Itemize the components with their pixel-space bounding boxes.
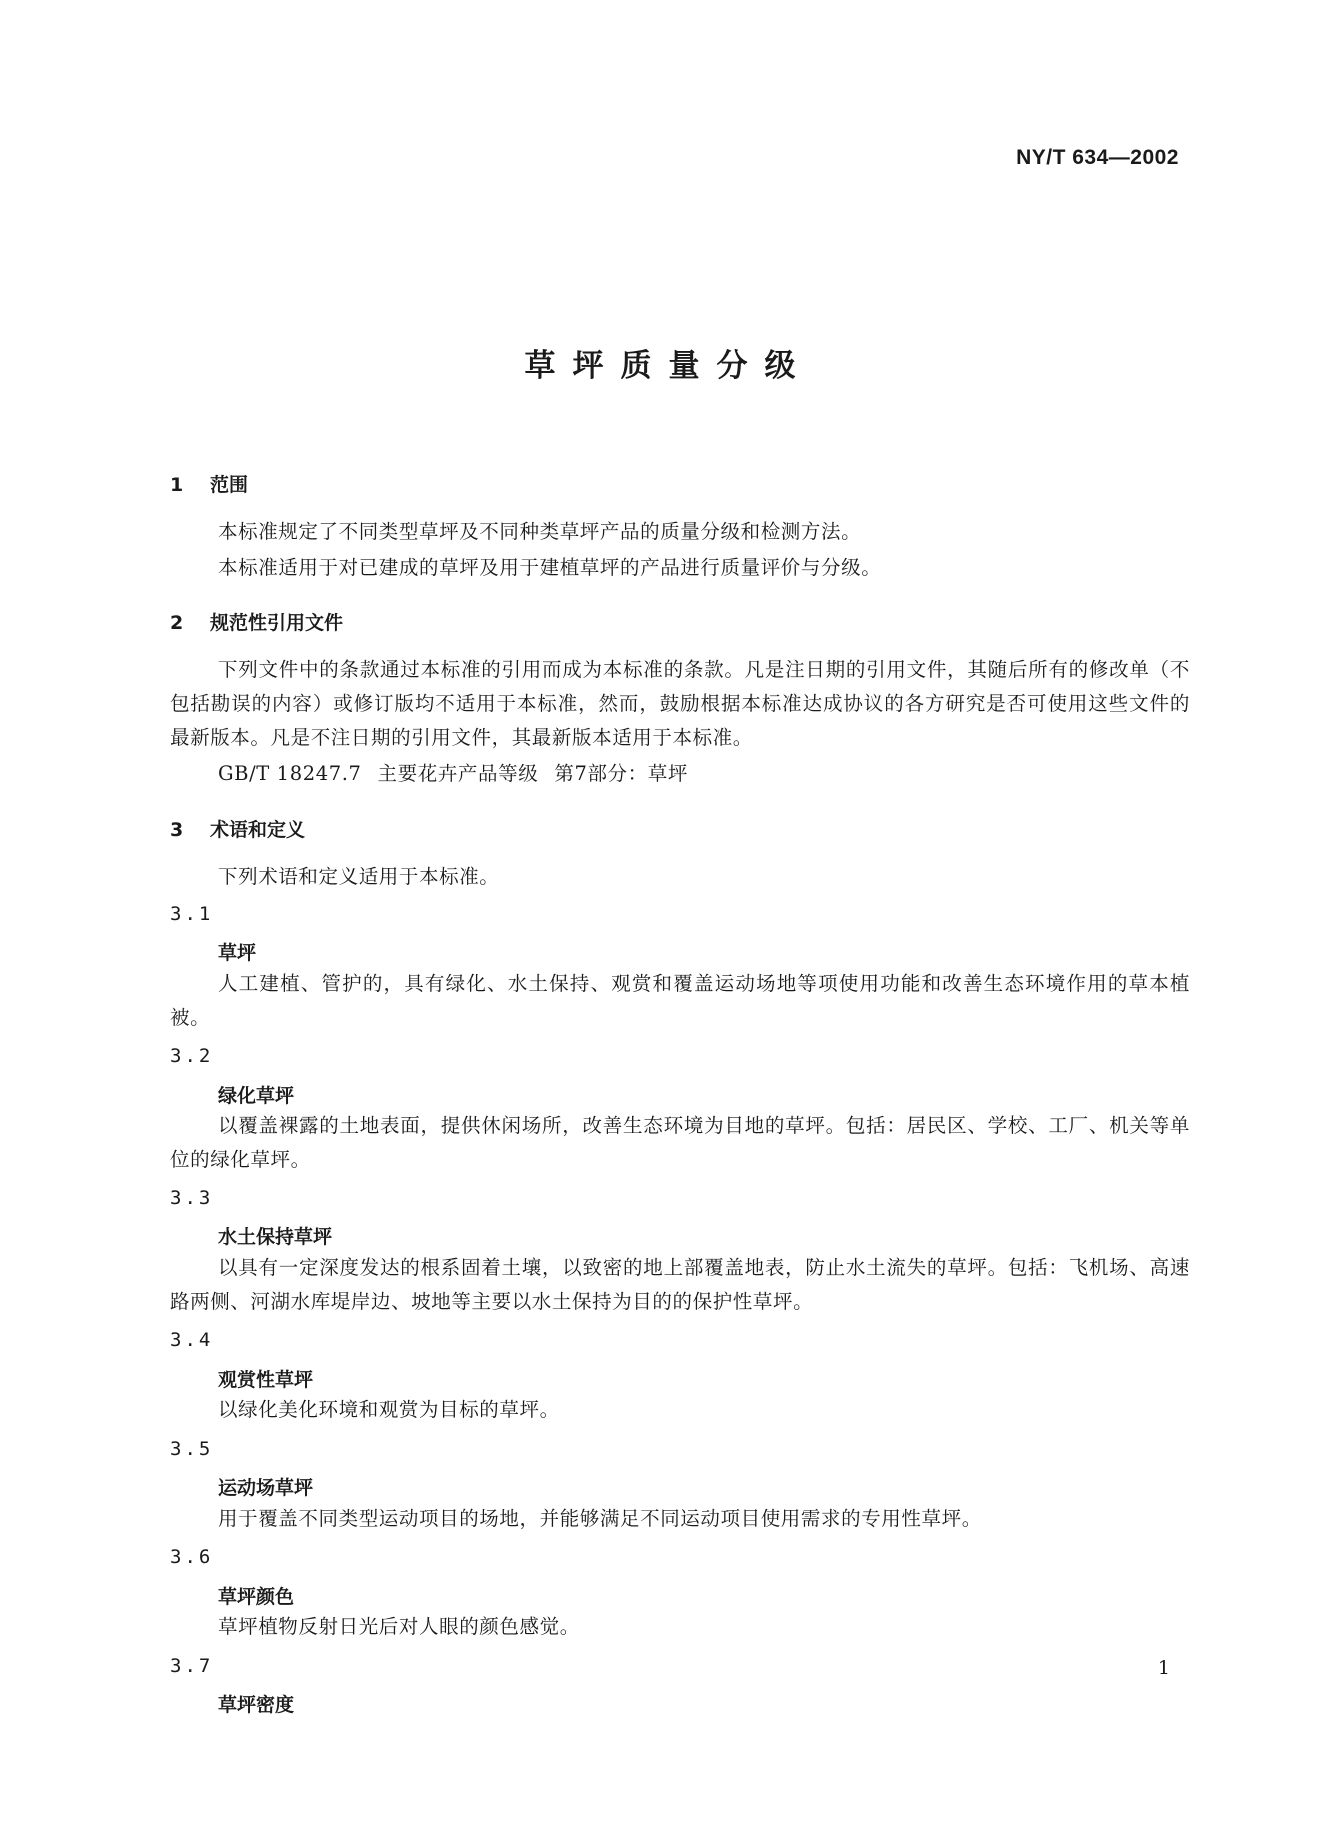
term-title: 草坪颜色 xyxy=(218,1586,295,1608)
section-heading-terms-definitions xyxy=(170,815,305,842)
section-title: 范围 xyxy=(210,474,249,496)
term-definition: 用于覆盖不同类型运动项目的场地，并能够满足不同运动项目使用需求的专用性草坪。 xyxy=(218,1507,982,1530)
section-heading-normative-references xyxy=(170,608,343,635)
term-title: 运动场草坪 xyxy=(218,1477,314,1499)
term-definition: 草坪植物反射日光后对人眼的颜色感觉。 xyxy=(218,1615,580,1638)
term-number: 3.6 xyxy=(170,1546,214,1568)
term-title: 观赏性草坪 xyxy=(218,1369,314,1391)
term-number: 3.2 xyxy=(170,1045,214,1067)
section-number: 1 xyxy=(170,474,184,496)
reference-title: 主要花卉产品等级 xyxy=(377,762,539,785)
reference-code: GB/T 18247.7 xyxy=(218,762,362,785)
term-title: 草坪 xyxy=(218,942,257,964)
section-title: 规范性引用文件 xyxy=(210,612,344,634)
term-title: 草坪密度 xyxy=(218,1694,295,1716)
term-definition: 以具有一定深度发达的根系固着土壤，以致密的地上部覆盖地表，防止水土流失的草坪。包括：飞机场、高速路两侧、河湖水库堤岸边、坡地等主要以水土保持为目的的保护性草坪。 xyxy=(170,1256,1190,1313)
term-definition: 以覆盖裸露的土地表面，提供休闲场所，改善生态环境为目地的草坪。包括：居民区、学校、工厂、机关等单位的绿化草坪。 xyxy=(170,1114,1190,1171)
paragraph: 本标准适用于对已建成的草坪及用于建植草坪的产品进行质量评价与分级。 xyxy=(218,556,882,579)
standard-number: NY/T 634—2002 xyxy=(1016,146,1179,169)
term-definition: 人工建植、管护的，具有绿化、水土保持、观赏和覆盖运动场地等项使用功能和改善生态环境作用的草本植被。 xyxy=(170,972,1190,1029)
page-number: 1 xyxy=(1157,1657,1170,1679)
term-title: 绿化草坪 xyxy=(218,1085,295,1107)
section-number: 3 xyxy=(170,819,184,841)
section-heading-scope xyxy=(170,470,248,497)
section-number: 2 xyxy=(170,612,184,634)
term-number: 3.5 xyxy=(170,1438,214,1460)
paragraph: 下列文件中的条款通过本标准的引用而成为本标准的条款。凡是注日期的引用文件，其随后所有的修改单（不包括勘误的内容）或修订版均不适用于本标准，然而，鼓励根据本标准达成协议的各方研究是否可使用这些文件的最新版本。凡是不注日期的引用文件，其最新版本适用于本标准。 xyxy=(170,658,1190,749)
paragraph: 本标准规定了不同类型草坪及不同种类草坪产品的质量分级和检测方法。 xyxy=(218,520,862,543)
term-title: 水土保持草坪 xyxy=(218,1226,333,1248)
term-number: 3.1 xyxy=(170,903,214,925)
term-definition: 以绿化美化环境和观赏为目标的草坪。 xyxy=(218,1398,560,1421)
paragraph: 下列术语和定义适用于本标准。 xyxy=(218,865,500,888)
document-title: 草坪质量分级 xyxy=(524,348,813,384)
reference-part: 第7部分：草坪 xyxy=(554,762,688,785)
term-number: 3.3 xyxy=(170,1187,214,1209)
reference-entry xyxy=(218,758,704,786)
term-number: 3.7 xyxy=(170,1655,214,1677)
section-title: 术语和定义 xyxy=(210,819,306,841)
term-number: 3.4 xyxy=(170,1329,214,1351)
